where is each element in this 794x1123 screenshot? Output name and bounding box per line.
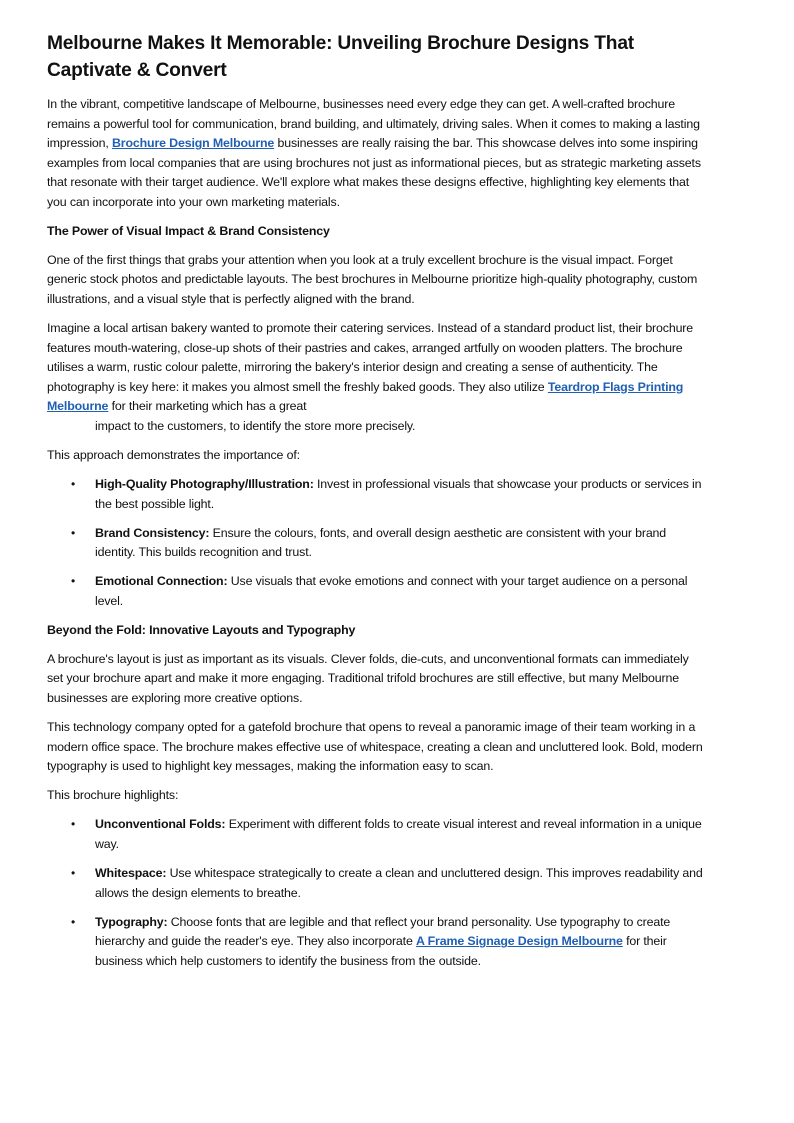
paragraph: One of the first things that grabs your attention when you look at a truly excellent brochure is the visual impact. Forget generic stock photos and predictable layouts. The best brochures in Melbourne prioritize high-quality photography, custom illustrations, and a visual style that is perfectly aligned with the brand. — [47, 252, 698, 306]
list-item: • High-Quality Photography/Illustration: Invest in professional visuals that showcase your products or services in the best possible light. — [71, 477, 702, 511]
list-item: • Whitespace: Use whitespace strategically to create a clean and uncluttered design. This improves readability and allows the design elements to breathe. — [71, 866, 703, 900]
list-item: • Brand Consistency: Ensure the colours, fonts, and overall design aesthetic are consistent with your brand identity. This builds recognition and trust. — [71, 525, 667, 560]
section-heading-visual-impact: The Power of Visual Impact & Brand Consistency — [47, 224, 330, 239]
list-intro: This approach demonstrates the importance of: — [47, 448, 300, 462]
intro-paragraph: In the vibrant, competitive landscape of Melbourne, businesses need every edge they can get. A well-crafted brochure remains a powerful tool for communication, brand building, and ultimately, driving sales. When it comes to making a lasting impression, Brochure Design Melbourne businesses are really raising the bar. This showcase delves into some inspiring examples from local companies that are using brochures not just as informational pieces, but as strategic marketing assets that resonate with their target audience. We'll explore what makes these designs effective, highlighting key elements that you can incorporate into your own marketing materials. — [47, 97, 701, 209]
bullet-icon: • — [71, 866, 76, 881]
paragraph: This technology company opted for a gatefold brochure that opens to reveal a panoramic image of their team working in a modern office space. The brochure makes effective use of whitespace, creating a clean and uncluttered look. Bold, modern typography is used to highlight key messages, making the information easy to scan. — [47, 720, 703, 774]
brochure-design-melbourne-link[interactable]: Brochure Design Melbourne — [112, 136, 275, 151]
bullet-icon: • — [71, 914, 76, 929]
bullet-icon: • — [71, 525, 76, 540]
list-item: • Emotional Connection: Use visuals that evoke emotions and connect with your target audience on a personal level. — [71, 574, 688, 609]
bullet-icon: • — [71, 817, 76, 832]
teardrop-flags-link[interactable]: Teardrop Flags Printing Melbourne — [47, 379, 684, 414]
bakery-paragraph: Imagine a local artisan bakery wanted to promote their catering services. Instead of a standard product list, their brochure features mouth-watering, close-up shots of their pastries and cakes, arranged artfully on wooden platters. The brochure utilises a warm, rustic colour palette, mirroring the bakery's interior design and creating a sense of authenticity. The photography is key here: it makes you almost smell the freshly baked goods. They also utilize Teardrop Flags Printing Melbourne for their marketing which has a great impact to the customers, to identify the store more precisely. — [47, 320, 694, 433]
list-item: • Unconventional Folds: Experiment with different folds to create visual interest and reveal information in a unique way. — [71, 817, 702, 851]
document-page — [47, 0, 703, 981]
page-title: Melbourne Makes It Memorable: Unveiling Brochure Designs That Captivate & Convert — [47, 33, 634, 81]
a-frame-signage-link[interactable]: A Frame Signage Design Melbourne — [416, 934, 623, 949]
list-item: • Typography: Choose fonts that are legible and that reflect your brand personality. Use typography to create hierarchy and guide the reader's eye. They also incorporate A Frame Signage Design Melbourne for their business which help customers to identify the business from the outside. — [71, 914, 671, 968]
bullet-icon: • — [71, 477, 76, 492]
paragraph: A brochure's layout is just as important as its visuals. Clever folds, die-cuts, and unconventional formats can immediately set your brochure apart and make it more engaging. Traditional trifold brochures are still effective, but many Melbourne businesses are exploring more creative options. — [47, 651, 689, 705]
importance-list — [47, 475, 703, 612]
list-intro: This brochure highlights: — [47, 788, 179, 803]
section-heading-beyond-the-fold: Beyond the Fold: Innovative Layouts and Typography — [47, 623, 356, 638]
bullet-icon: • — [71, 574, 76, 589]
highlights-list — [47, 815, 703, 971]
